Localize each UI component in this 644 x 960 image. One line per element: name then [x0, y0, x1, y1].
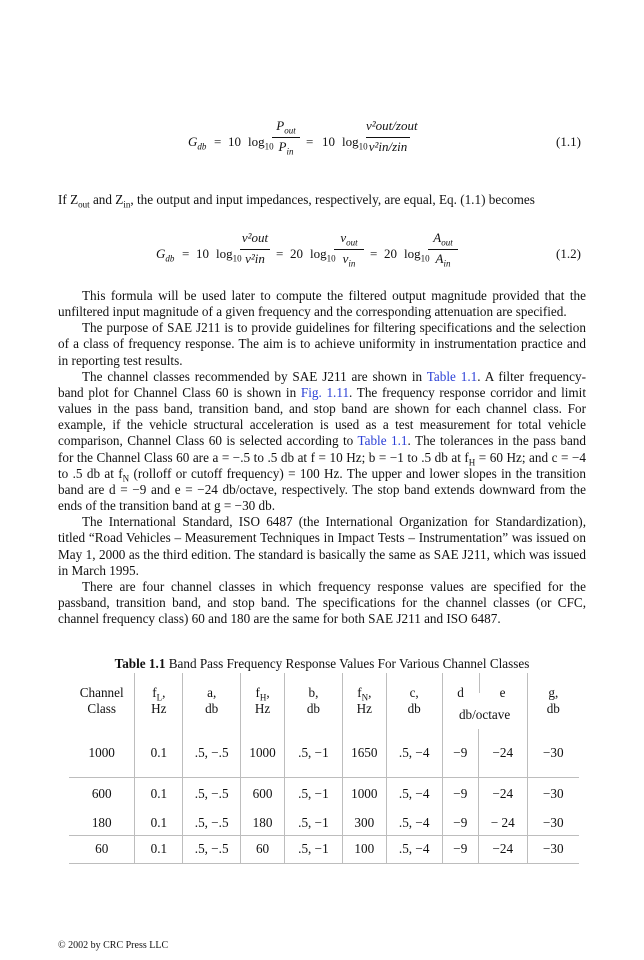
eq2-frac3-den-sym: A	[435, 251, 444, 266]
table-caption-text: Band Pass Frequency Response Values For Various Channel Classes	[165, 656, 530, 671]
header-d-e-divider	[479, 673, 480, 693]
eq1-lhs	[188, 134, 206, 150]
eq2-frac3-den-sub: in	[443, 258, 451, 269]
eq1-frac2-den: v²in/zin	[368, 139, 408, 154]
eq1-fraction-voltage	[366, 118, 418, 162]
eq2-log-2	[310, 246, 336, 262]
cell-g: −30	[542, 814, 564, 830]
eq2-frac3-num	[428, 230, 458, 246]
eq2-log1-text: log	[216, 246, 233, 261]
eq1-frac2-bar	[366, 137, 410, 138]
eq1-frac1-num-sym: P	[276, 118, 285, 133]
header-b-label: b,	[308, 685, 319, 700]
paragraph-3-part-1: The channel classes recommended by SAE J211 are shown in	[82, 368, 427, 384]
cell-d: −9	[442, 811, 478, 835]
cell-a: .5, −.5	[183, 729, 241, 777]
paragraph-3-part-6: (rolloff or cutoff frequency) = 100 Hz. The upper and lower slopes in the transition band are d = −9 and e = −24 db/octave, respectively. The stop band extends downward from the ends of the transition band at g = −30 db.	[58, 465, 586, 514]
header-fl-symbol	[135, 685, 182, 701]
eq2-frac2-bar	[334, 249, 364, 250]
eq1-number: (1.1)	[556, 134, 581, 149]
intro-line-part-2: and Z	[89, 192, 124, 207]
header-a	[183, 673, 241, 729]
eq1-frac1-num-sub: out	[284, 125, 296, 136]
eq1-lhs-symbol: G	[188, 134, 198, 149]
eq2-coef-1: 10	[196, 246, 209, 261]
eq2-equals: =	[182, 246, 190, 261]
eq1-log-2	[342, 134, 368, 150]
eq2-fraction-3	[428, 230, 458, 274]
header-fh-sub: H	[259, 692, 267, 703]
eq2-equals-3: =	[370, 246, 378, 261]
eq1-frac1-den-sym: P	[278, 139, 287, 154]
eq1-frac1-num	[272, 118, 300, 134]
paragraph-2: The purpose of SAE J211 is to provide guidelines for filtering specifications and the selection of a class of frequency response. The aim is to achieve uniformity in instrumentation practice and in reporting test results.	[58, 320, 586, 368]
paragraph-3-sub-n: N	[122, 473, 130, 484]
header-b-unit: db	[306, 701, 321, 716]
eq2-coef-3: 20	[384, 246, 397, 261]
cell-c: .5, −4	[386, 811, 442, 835]
cell-d: −9	[442, 777, 478, 811]
paragraph-3	[58, 369, 586, 514]
cell-e: −24	[479, 835, 528, 863]
eq2-frac2-num	[334, 230, 364, 246]
header-fl-comma: ,	[162, 685, 166, 700]
eq1-frac1-bar	[272, 137, 300, 138]
eq1-frac1-den-sub: in	[286, 146, 294, 157]
cell-g: −30	[527, 835, 579, 863]
eq2-frac2-num-sub: out	[346, 237, 358, 248]
header-db-octave: db/octave	[458, 707, 511, 722]
header-fn	[342, 673, 386, 729]
eq2-number: (1.2)	[556, 246, 581, 261]
header-g-unit: db	[546, 701, 560, 716]
header-d-e-labels	[443, 685, 527, 701]
cell-e: −24	[479, 777, 528, 811]
eq2-frac2-den	[334, 251, 364, 267]
eq1-equals-2: =	[306, 134, 314, 149]
eq2-lhs-symbol: G	[156, 246, 166, 261]
intro-line-part-3: , the output and input impedances, respectively, are equal, Eq. (1.1) becomes	[130, 192, 535, 207]
cell-c: .5, −4	[386, 835, 442, 863]
cell-a: .5, −.5	[183, 777, 241, 811]
eq2-fraction-2	[334, 230, 364, 274]
eq2-frac3-den	[428, 251, 458, 267]
cell-fl: 0.1	[135, 811, 183, 835]
eq1-frac2-num: v²out/zout	[366, 118, 418, 133]
header-fn-sub: N	[361, 692, 369, 703]
paragraph-1: This formula will be used later to compute the filtered output magnitude provided that the unfiltered input magnitude of a given frequency and the corresponding attenuation are specified.	[58, 288, 586, 320]
table-row	[69, 811, 579, 835]
cell-b: .5, −1	[285, 835, 343, 863]
eq1-log	[248, 134, 274, 150]
paragraph-3-sub-h: H	[468, 457, 476, 468]
header-fn-symbol	[343, 685, 386, 701]
table-caption	[0, 656, 644, 672]
cell-d: −9	[442, 729, 478, 777]
header-class: Class	[87, 701, 116, 716]
cell-fl: 0.1	[135, 729, 183, 777]
cell-b: .5, −1	[285, 729, 343, 777]
eq2-lhs	[156, 246, 174, 262]
cell-fn: 300	[342, 811, 386, 835]
cell-e: −24	[479, 729, 528, 777]
intro-line-sub-in: in	[123, 199, 131, 210]
cell-g: −30	[542, 744, 564, 760]
cell-g: −30	[527, 777, 579, 811]
cell-fh: 1000	[241, 729, 285, 777]
cell-fn: 100	[342, 835, 386, 863]
intro-line-part-1: If Z	[58, 192, 79, 207]
eq2-frac1-num: v²out	[241, 230, 269, 245]
fig-1-11-link[interactable]: Fig. 1.11	[300, 384, 350, 400]
cell-c: .5, −4	[386, 729, 442, 777]
table-1-1-link-2[interactable]: Table 1.1	[357, 433, 408, 449]
paragraph-5: There are four channel classes in which frequency response values are specified for the passband, transition band, and stop band. The specifications for the channel classes (or CFC, channel frequency class) 60 and 180 are the same for both SAE J211 and ISO 6487.	[58, 578, 586, 627]
cell-e: − 24	[479, 811, 528, 835]
eq2-lhs-sub: db	[165, 253, 175, 264]
paragraph-3-part-2: . A filter frequency-band plot for Channel Class 60 is shown in	[58, 368, 586, 400]
header-a-label: a,	[207, 685, 217, 700]
eq2-log3-text: log	[404, 246, 421, 261]
header-g-label: g,	[548, 685, 559, 700]
cell-fn: 1650	[342, 729, 386, 777]
eq1-log-text: log	[248, 134, 265, 149]
table-header-row	[69, 673, 579, 729]
header-fh-symbol	[241, 685, 284, 701]
paragraph-3-part-4: . The tolerances in the pass band for the Channel Class 60 are a = −.5 to .5 db at f = 10 Hz; b = −1 to .5 db at f	[58, 433, 586, 465]
eq2-coef-2: 20	[290, 246, 303, 261]
header-d-e	[442, 673, 527, 729]
cell-class: 60	[69, 835, 135, 863]
eq1-frac1-den	[272, 139, 300, 155]
header-a-unit: db	[205, 701, 219, 716]
channel-class-table	[69, 673, 579, 864]
cell-a: .5, −.5	[183, 835, 241, 863]
cell-fl: 0.1	[135, 835, 183, 863]
eq2-frac3-num-sym: A	[433, 230, 442, 245]
header-channel: Channel	[79, 685, 124, 700]
header-fl	[135, 673, 183, 729]
cell-fl: 0.1	[135, 777, 183, 811]
eq1-fraction-power	[272, 118, 300, 162]
eq2-log-3	[404, 246, 430, 262]
header-d: d	[457, 685, 464, 700]
header-c-label: c,	[409, 685, 419, 700]
header-fn-comma: ,	[368, 685, 372, 700]
cell-a: .5, −.5	[183, 811, 241, 835]
header-c	[386, 673, 442, 729]
cell-fh: 60	[241, 835, 285, 863]
header-fh-f: f	[255, 685, 260, 700]
header-fl-unit: Hz	[151, 701, 167, 716]
eq1-coef-2: 10	[322, 134, 335, 149]
paragraph-3-part-5: = 60 Hz; and c = −4 to .5 db at f	[58, 449, 586, 481]
header-fh-comma: ,	[266, 685, 270, 700]
header-fh-unit: Hz	[254, 701, 271, 716]
cell-class: 600	[69, 777, 135, 811]
cell-b: .5, −1	[285, 811, 343, 835]
cell-class: 1000	[69, 729, 135, 777]
header-fl-sub: L	[156, 692, 163, 703]
eq2-log-1	[216, 246, 242, 262]
intro-line-sub-out: out	[78, 199, 90, 210]
header-channel-class	[69, 673, 135, 729]
copyright-footer: © 2002 by CRC Press LLC	[58, 940, 169, 951]
eq1-coef: 10	[228, 134, 241, 149]
eq2-frac3-num-sub: out	[441, 237, 453, 248]
paragraph-3-part-3: . The frequency response corridor and limit values in the pass band, transition band, and stop band are shown for each channel class. For example, if the vehicle structural acceleration is used as a test measurement for total vehicle comparison, Channel Class 60 is selected according to	[58, 384, 586, 449]
table-1-1-link[interactable]: Table 1.1	[426, 368, 478, 384]
cell-fn: 1000	[342, 777, 386, 811]
cell-class: 180	[69, 811, 135, 835]
equation-1-1	[0, 116, 644, 172]
eq2-log2-text: log	[310, 246, 327, 261]
body-text	[58, 288, 586, 627]
intro-line	[58, 192, 535, 208]
eq2-fraction-1	[240, 230, 270, 274]
eq1-equals: =	[214, 134, 222, 149]
eq2-frac2-den-sub: in	[348, 258, 356, 269]
header-fl-f: f	[152, 685, 157, 700]
cell-fh: 180	[241, 811, 285, 835]
eq2-equals-2: =	[276, 246, 284, 261]
header-fn-unit: Hz	[356, 701, 372, 716]
paragraph-4: The International Standard, ISO 6487 (the International Organization for Standardization), titled “Road Vehicles – Measurement Techniques in Impact Tests – Instrumentation” was issued on May 1, 2000 as the third edition. The standard is basically the same as SAE J211, which was issued in March 1995.	[58, 514, 586, 578]
eq1-log-base: 10	[264, 141, 274, 152]
header-g	[527, 673, 579, 729]
cell-c: .5, −4	[386, 777, 442, 811]
eq2-log3-base: 10	[420, 253, 430, 264]
header-e: e	[499, 685, 506, 700]
cell-b: .5, −1	[285, 777, 343, 811]
header-fn-f: f	[357, 685, 362, 700]
eq1-log2-base: 10	[358, 141, 368, 152]
eq2-frac2-num-sym: v	[340, 230, 347, 245]
header-c-unit: db	[407, 701, 421, 716]
cell-fh: 600	[241, 777, 285, 811]
eq2-frac2-den-sym: v	[342, 251, 349, 266]
eq2-frac3-bar	[428, 249, 458, 250]
table-row	[69, 835, 579, 863]
eq1-log2-text: log	[342, 134, 359, 149]
eq2-frac1-den: v²in	[245, 251, 265, 266]
eq2-frac1-bar	[240, 249, 270, 250]
eq2-log2-base: 10	[326, 253, 336, 264]
eq1-lhs-sub: db	[197, 141, 207, 152]
table-row	[69, 729, 579, 777]
header-fh	[241, 673, 285, 729]
header-b	[285, 673, 343, 729]
table-row	[69, 777, 579, 811]
cell-d: −9	[442, 835, 478, 863]
eq2-log1-base: 10	[232, 253, 242, 264]
equation-1-2	[0, 228, 644, 284]
table-caption-label: Table 1.1	[114, 656, 166, 671]
